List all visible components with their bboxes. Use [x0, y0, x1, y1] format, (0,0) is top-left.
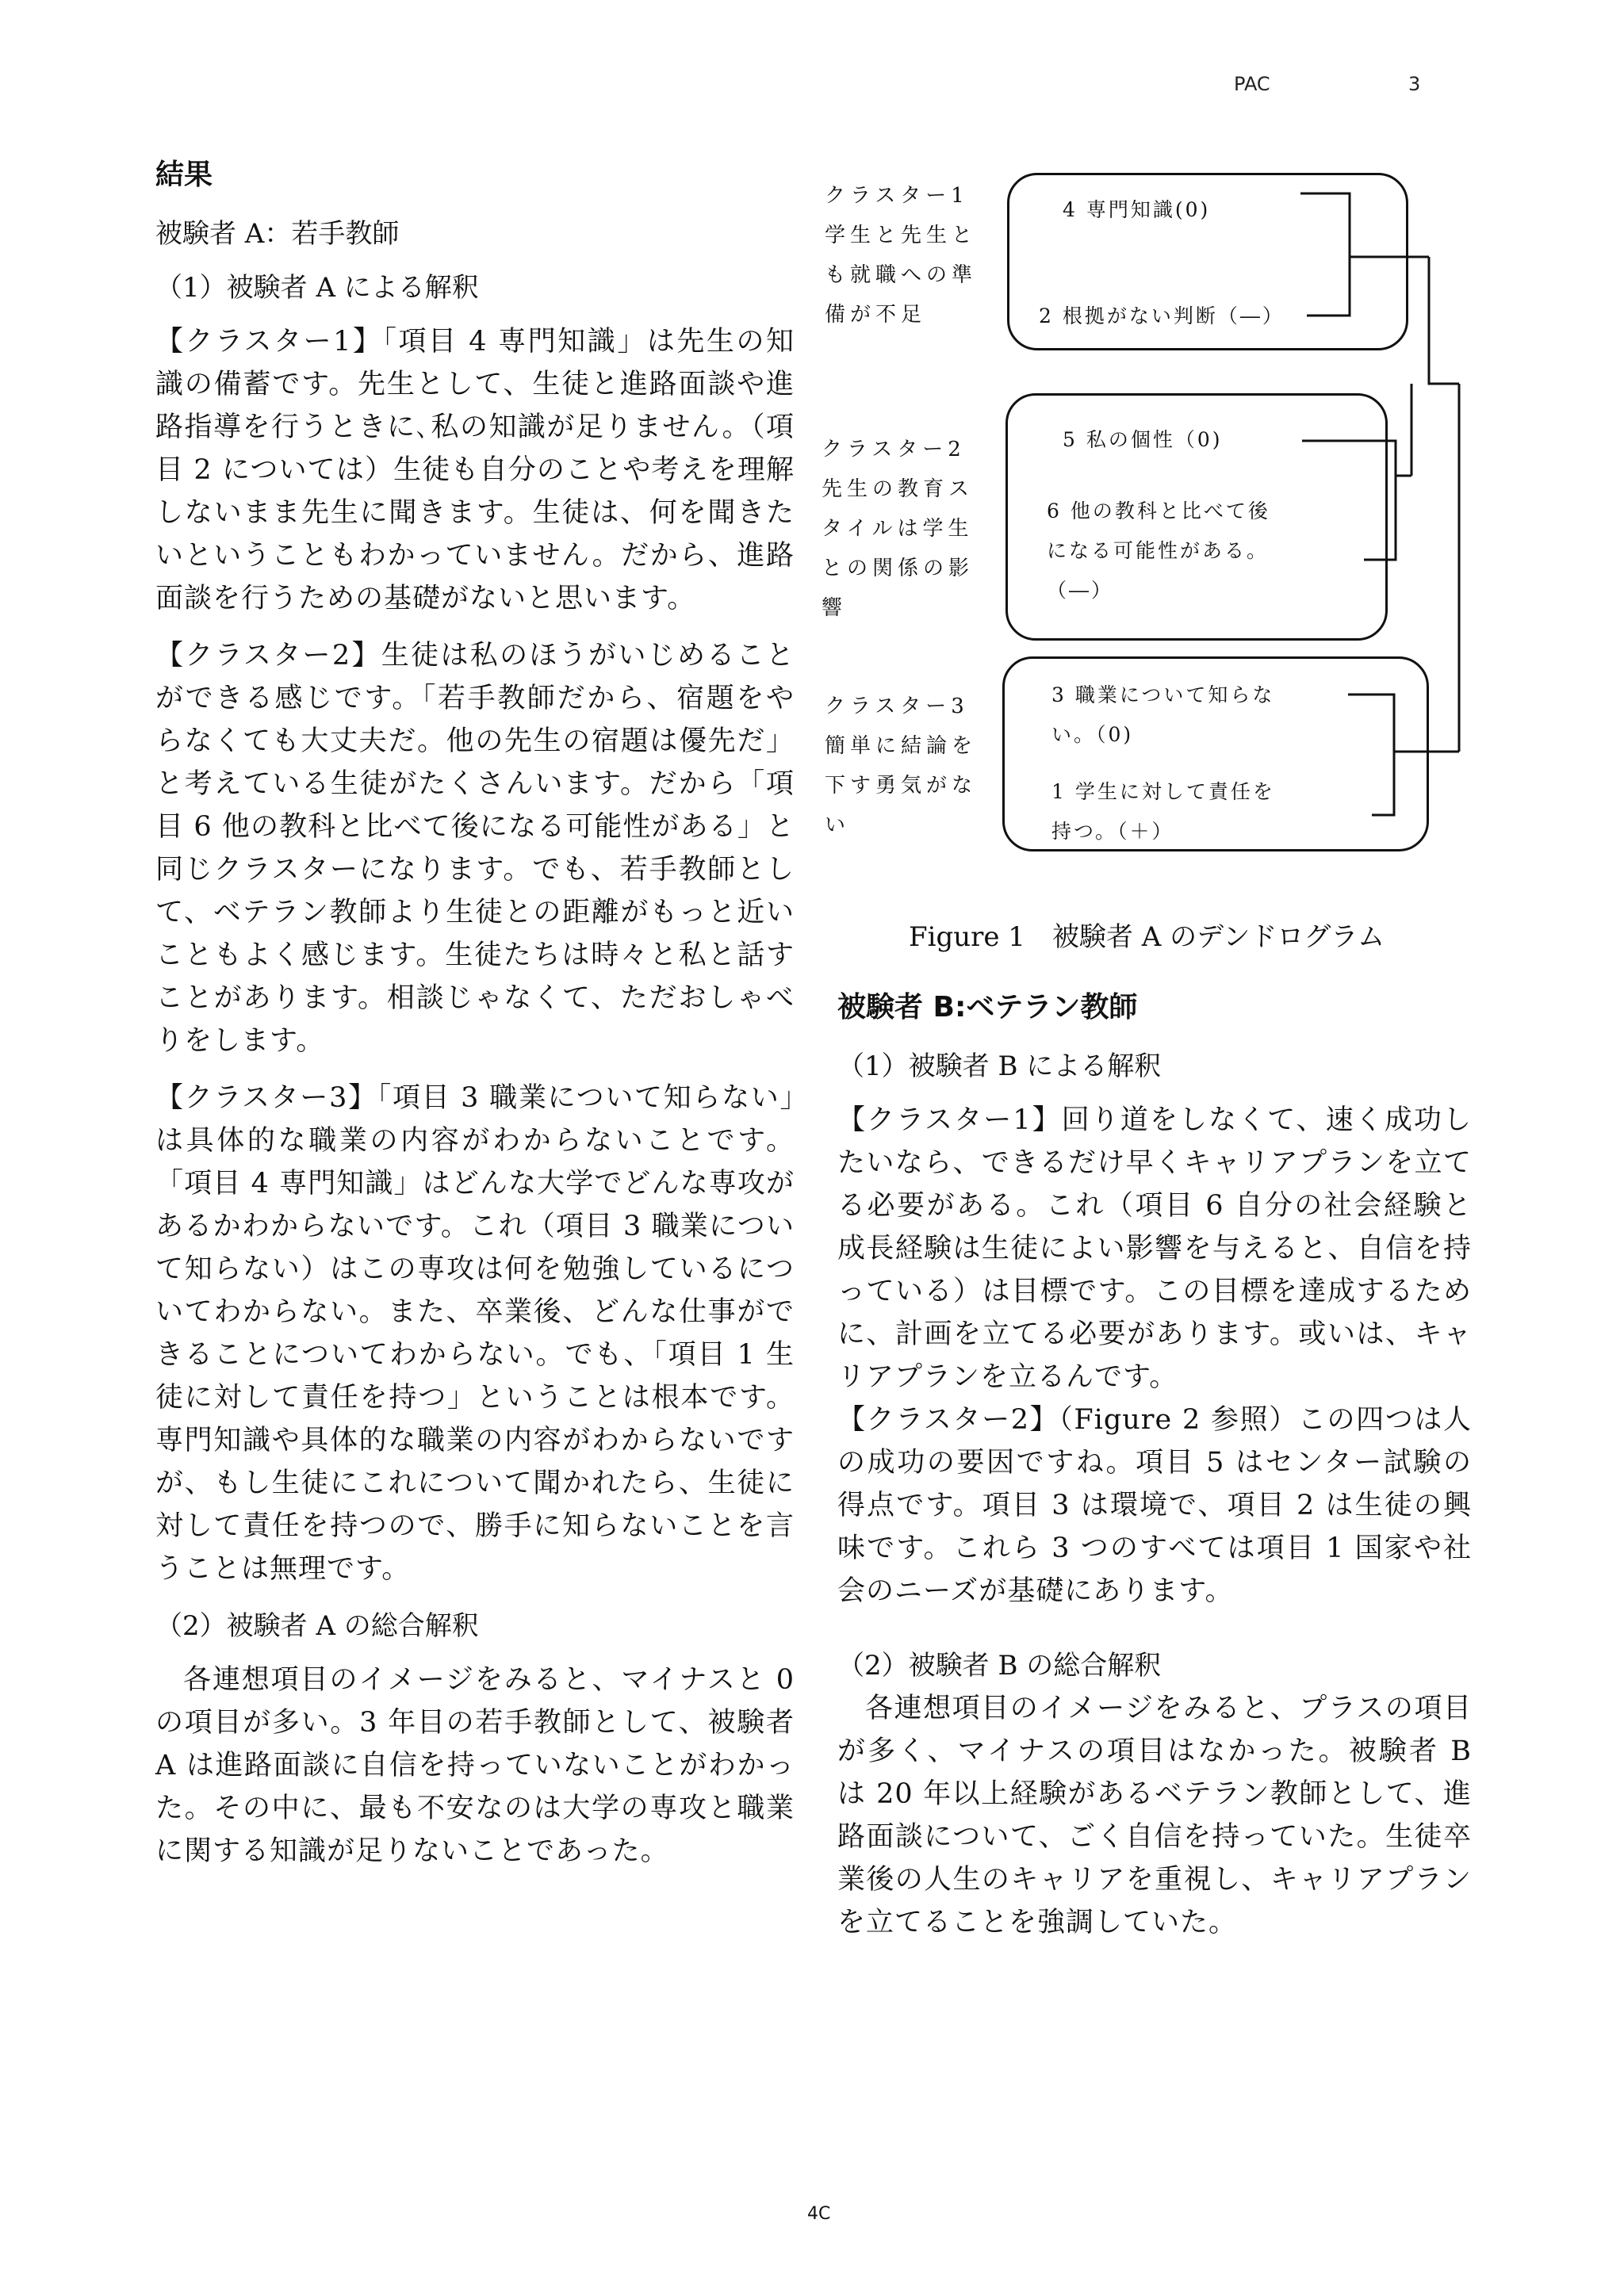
join12-upper [1429, 257, 1459, 384]
item-2-unfounded-judgment: 2 根拠がない判断（―） [1039, 304, 1285, 327]
subject-a-cluster1-paragraph: 【クラスター1】「項目 4 専門知識」は先生の知識の備蓄です。先生として、生徒と進路面談や進路指導を行うときに､私の知識が足りません。（項目 2 については）生徒も自分のことや考えを理解しないまま先生に聞きます。生徒は、何を聞きたいということもわかっていません。だから、進路面談を行うための基礎がないと思います。 [155, 326, 795, 615]
dendrogram-figure [809, 155, 1507, 901]
item-5-my-individuality: 5 私の個性（0) [1063, 428, 1223, 451]
subject-b-heading: 被験者 B:ベテラン教師 [837, 991, 1138, 1024]
subject-b-cluster2-paragraph: 【クラスター2】（Figure 2 参照）この四つは人の成功の要因ですね。項目 5 はセンター試験の得点です。項目 3 は環境で、項目 2 は生徒の興味です。これら 3 つのすべては項目 1 国家や社会のニーズが基礎にあります。 [837, 1404, 1472, 1608]
subject-a-sub1: （1）被験者 A による解釈 [155, 272, 479, 304]
item-1-responsibility-to-students: 1 学生に対して責任を持つ。（＋） [1051, 780, 1275, 843]
cluster2-label: クラスター2 先生の教育スタイルは学生との関係の影響 [822, 438, 975, 620]
item-3-unknown-occupations: 3 職業について知らない。（0) [1051, 683, 1275, 746]
subject-a-sub2: （2）被験者 A の総合解釈 [155, 1610, 479, 1643]
page-number: 3 [1408, 73, 1421, 95]
cluster3-label: クラスター3 簡単に結論を下す勇気がない [825, 695, 978, 837]
subject-b-sub1: （1）被験者 B による解釈 [837, 1050, 1162, 1083]
subject-b-cluster1-paragraph: 【クラスター1】回り道をしなくて、速く成功したいなら、できるだけ早くキャリアプランを立てる必要がある。これ（項目 6 自分の社会経験と成長経験は生徒によい影響を与えると、自信を持っている）は目標です。この目標を達成するために、計画を立てる必要があります。或いは、キャリアプランを立るんです。 [837, 1104, 1472, 1394]
section-title: 結果 [155, 159, 213, 191]
cluster1-label: クラスター1 学生と先生とも就職への準備が不足 [825, 184, 978, 327]
left-column [155, 155, 795, 1887]
footer-page-label: 4C [807, 2204, 831, 2224]
item-4-specialized-knowledge: 4 専門知識(0) [1063, 198, 1211, 221]
running-title: PAC [1234, 73, 1270, 95]
subject-a-cluster3-paragraph: 【クラスター3】｢項目 3 職業について知らない｣は具体的な職業の内容がわからないことです。「項目 4 専門知識」はどんな大学でどんな専攻があるかわからないです。これ（項目 3 職業について知らない）はこの専攻は何を勉強しているについてわからない。また、卒業後、どんな仕事ができることについてわからない。でも、「項目 1 生徒に対して責任を持つ」ということは根本です。専門知識や具体的な職業の内容がわからないですが、もし生徒にこれについて聞かれたら、生徒に対して責任を持つので、勝手に知らないことを言うことは無理です。 [155, 1082, 795, 1586]
subject-a-cluster2-paragraph: 【クラスター2】生徒は私のほうがいじめることができる感じです。「若手教師だから、宿題をやらなくても大丈夫だ。他の先生の宿題は優先だ」と考えている生徒がたくさんいます。だから「項目 6 他の教科と比べて後になる可能性がある」と同じクラスターになります。でも、若手教師として、ベテラン教師より生徒との距離がもっと近いこともよく感じます。生徒たちは時々と私と話すことがあります。相談じゃなくて、ただおしゃべりをします。 [155, 640, 795, 1058]
subject-b-sub2: （2）被験者 B の総合解釈 [837, 1650, 1162, 1682]
subject-a-heading: 被験者 A：若手教師 [155, 218, 400, 251]
item-6-later-than-other-subjects: 6 他の教科と比べて後になる可能性がある。（―） [1047, 499, 1270, 602]
right-column [837, 988, 1472, 1958]
subject-a-summary-paragraph: 各連想項目のイメージをみると、マイナスと 0 の項目が多い。3 年目の若手教師として、被験者 A は進路面談に自信を持っていないことがわかった。その中に、最も不安なのは大学の専攻と職業に関する知識が足りないことであった。 [155, 1664, 795, 1868]
subject-b-summary-paragraph: 各連想項目のイメージをみると、プラスの項目が多く、マイナスの項目はなかった。被験者 B は 20 年以上経験があるベテラン教師として、進路面談について、ごく自信を持っていた。生徒卒業後の人生のキャリアを重視し、キャリアプランを立てることを強調していた。 [837, 1693, 1472, 1939]
figure-caption: Figure 1 被験者 A のデンドログラム [909, 921, 1385, 953]
